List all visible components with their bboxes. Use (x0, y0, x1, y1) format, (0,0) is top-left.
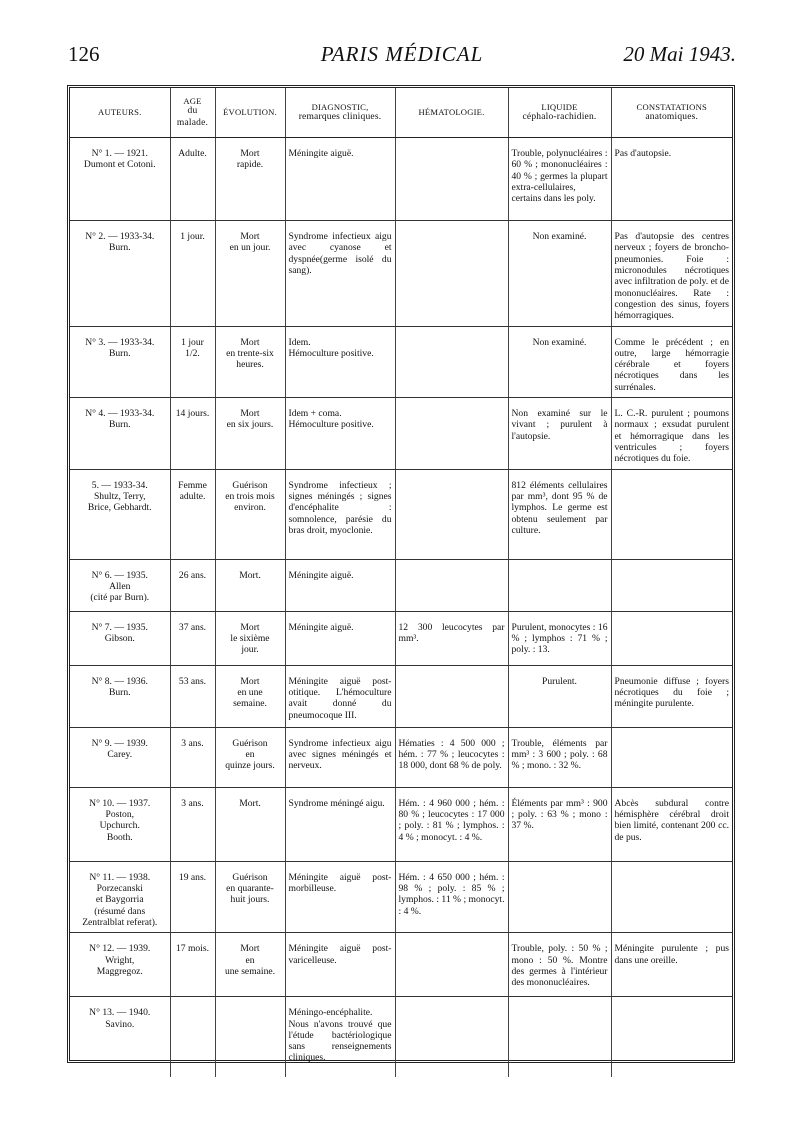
cell-constatations: Méningite purulente ; pus dans une oreille. (611, 933, 732, 997)
table-frame (67, 85, 735, 1063)
cell-liquide: Purulent. (508, 665, 611, 727)
cell-hematologie (395, 559, 508, 611)
cell-hematologie (395, 326, 508, 398)
table-row (70, 997, 732, 1077)
col-header-auteurs: AUTEURS. (70, 88, 170, 138)
cell-hematologie (395, 933, 508, 997)
cell-constatations (611, 559, 732, 611)
cell-auteurs: 5. — 1933-34. Shultz, Terry, Brice, Gebhardt. (70, 469, 170, 559)
cell-age: 17 mois. (170, 933, 215, 997)
cell-constatations (611, 997, 732, 1077)
cell-age (170, 997, 215, 1077)
journal-title: PARIS MÉDICAL (320, 42, 484, 66)
cell-evolution: Mort le sixième jour. (215, 611, 285, 665)
page-number: 126 (68, 42, 100, 66)
cell-evolution: Mort en trente-six heures. (215, 326, 285, 398)
cell-liquide: Non examiné. (508, 326, 611, 398)
cell-diagnostic: Méningo-encéphalite. Nous n'avons trouvé que l'étude bactériologique sans renseignements cliniques. (285, 997, 395, 1077)
cell-liquide: 812 éléments cellulaires par mm³, dont 95 % de lymphos. Le germe est obtenu seulement par culture. (508, 469, 611, 559)
cell-evolution: Mort en six jours. (215, 398, 285, 470)
cell-diagnostic: Idem + coma. Hémoculture positive. (285, 398, 395, 470)
table-row (70, 611, 732, 665)
cell-age: 14 jours. (170, 398, 215, 470)
cell-auteurs: N° 9. — 1939. Carey. (70, 727, 170, 787)
table-row (70, 326, 732, 398)
cell-constatations: Pneumonie diffuse ; foyers nécrotiques du foie ; méningite purulente. (611, 665, 732, 727)
cell-hematologie (395, 398, 508, 470)
cell-hematologie: 12 300 leucocytes par mm³. (395, 611, 508, 665)
table-row (70, 933, 732, 997)
cell-liquide: Non examiné sur le vivant ; purulent à l'autopsie. (508, 398, 611, 470)
cell-age: 1 jour 1/2. (170, 326, 215, 398)
table-row (70, 861, 732, 933)
table-row (70, 138, 732, 221)
cell-evolution (215, 997, 285, 1077)
col-header-diagnostic: DIAGNOSTIC, remarques cliniques. (285, 88, 395, 138)
cell-auteurs: N° 13. — 1940. Savino. (70, 997, 170, 1077)
table-row (70, 665, 732, 727)
cell-diagnostic: Méningite aiguë post-varicelleuse. (285, 933, 395, 997)
cell-age: 3 ans. (170, 727, 215, 787)
cell-liquide: Trouble, éléments par mm³ : 3 600 ; poly. : 68 % ; mono. : 32 %. (508, 727, 611, 787)
cell-liquide: Non examiné. (508, 221, 611, 327)
cell-evolution: Guérison en trois mois environ. (215, 469, 285, 559)
cell-auteurs: N° 1. — 1921. Dumont et Cotoni. (70, 138, 170, 221)
cell-liquide: Purulent, monocytes : 16 % ; lymphos : 71 % ; poly. : 13. (508, 611, 611, 665)
cell-diagnostic: Méningite aiguë post-morbilleuse. (285, 861, 395, 933)
cell-diagnostic: Méningite aiguë post-otitique. L'hémoculture avait donné du pneumocoque III. (285, 665, 395, 727)
cell-constatations: Pas d'autopsie des centres nerveux ; foyers de broncho-pneumonies. Foie : micronodules nécrotiques avec infiltration de poly. et de mononucléaires. Rate : congestion des sinus, foyers hémorragiques. (611, 221, 732, 327)
cell-evolution: Mort. (215, 787, 285, 861)
table-row (70, 787, 732, 861)
cell-diagnostic: Syndrome infectieux ; signes méningés ; signes d'encéphalite : somnolence, parésie du bras droit, myoclonie. (285, 469, 395, 559)
cell-constatations: Comme le précédent ; en outre, large hémorragie cérébrale et foyers nécrotiques dans les surrénales. (611, 326, 732, 398)
cell-age: 19 ans. (170, 861, 215, 933)
table-row (70, 559, 732, 611)
table-row (70, 221, 732, 327)
cell-liquide: Trouble, polynucléaires : 60 % ; mononucléaires : 40 % ; germes la plupart extra-cellulaires, certains dans les poly. (508, 138, 611, 221)
cell-constatations: Abcès subdural contre hémisphère cérébral droit bien limité, contenant 200 cc. de pus. (611, 787, 732, 861)
cell-liquide: Éléments par mm³ : 900 ; poly. : 63 % ; mono : 37 %. (508, 787, 611, 861)
cell-liquide (508, 997, 611, 1077)
cell-auteurs: N° 2. — 1933-34. Burn. (70, 221, 170, 327)
cell-hematologie: Hém. : 4 650 000 ; hém. : 98 % ; poly. : 85 % ; lymphos. : 11 % ; monocyt. : 4 %. (395, 861, 508, 933)
cell-auteurs: N° 4. — 1933-34. Burn. (70, 398, 170, 470)
cell-evolution: Guérison en quinze jours. (215, 727, 285, 787)
col-header-evolution: ÉVOLUTION. (215, 88, 285, 138)
cell-auteurs: N° 12. — 1939. Wright, Maggregoz. (70, 933, 170, 997)
cell-diagnostic: Syndrome infectieux aigu avec signes méningés et nerveux. (285, 727, 395, 787)
cell-hematologie (395, 997, 508, 1077)
cell-diagnostic: Méningite aiguë. (285, 138, 395, 221)
cell-hematologie: Hématies : 4 500 000 ; hém. : 77 % ; leucocytes : 18 000, dont 68 % de poly. (395, 727, 508, 787)
col-header-liquide: LIQUIDE céphalo-rachidien. (508, 88, 611, 138)
cell-constatations: L. C.-R. purulent ; poumons normaux ; exsudat purulent et hémorragique dans les ventricules ; foyers nécrotiques du foie. (611, 398, 732, 470)
cell-hematologie (395, 138, 508, 221)
cell-age: 3 ans. (170, 787, 215, 861)
cell-constatations: Pas d'autopsie. (611, 138, 732, 221)
case-table (70, 88, 732, 1077)
cell-diagnostic: Méningite aiguë. (285, 611, 395, 665)
cell-liquide (508, 861, 611, 933)
cell-evolution: Mort rapide. (215, 138, 285, 221)
col-header-constatations: CONSTATATIONS anatomiques. (611, 88, 732, 138)
cell-diagnostic: Syndrome infectieux aigu avec cyanose et dyspnée(germe isolé du sang). (285, 221, 395, 327)
page-header (68, 42, 736, 72)
cell-liquide (508, 559, 611, 611)
cell-diagnostic: Syndrome méningé aigu. (285, 787, 395, 861)
cell-age: 53 ans. (170, 665, 215, 727)
cell-diagnostic: Méningite aiguë. (285, 559, 395, 611)
cell-constatations (611, 861, 732, 933)
cell-hematologie (395, 665, 508, 727)
table-row (70, 398, 732, 470)
issue-date: 20 Mai 1943. (623, 42, 736, 66)
cell-hematologie (395, 221, 508, 327)
col-header-age: AGE du malade. (170, 88, 215, 138)
cell-evolution: Mort en une semaine. (215, 933, 285, 997)
cell-age: Adulte. (170, 138, 215, 221)
cell-hematologie (395, 469, 508, 559)
cell-age: Femme adulte. (170, 469, 215, 559)
cell-auteurs: N° 8. — 1936. Burn. (70, 665, 170, 727)
cell-evolution: Mort. (215, 559, 285, 611)
cell-auteurs: N° 11. — 1938. Porzecanski et Baygorria (résumé dans Zentralblat referat). (70, 861, 170, 933)
cell-auteurs: N° 7. — 1935. Gibson. (70, 611, 170, 665)
col-header-hematologie: HÉMATOLOGIE. (395, 88, 508, 138)
cell-constatations (611, 727, 732, 787)
cell-auteurs: N° 3. — 1933-34. Burn. (70, 326, 170, 398)
cell-age: 26 ans. (170, 559, 215, 611)
table-header-row (70, 88, 732, 138)
table-row (70, 727, 732, 787)
cell-age: 1 jour. (170, 221, 215, 327)
cell-auteurs: N° 10. — 1937. Poston, Upchurch. Booth. (70, 787, 170, 861)
cell-diagnostic: Idem. Hémoculture positive. (285, 326, 395, 398)
cell-age: 37 ans. (170, 611, 215, 665)
cell-constatations (611, 611, 732, 665)
cell-evolution: Guérison en quarante- huit jours. (215, 861, 285, 933)
cell-hematologie: Hém. : 4 960 000 ; hém. : 80 % ; leucocytes : 17 000 ; poly. : 81 % ; lymphos. : 4 % ; monocyt. : 4 %. (395, 787, 508, 861)
cell-evolution: Mort en un jour. (215, 221, 285, 327)
table-row (70, 469, 732, 559)
cell-auteurs: N° 6. — 1935. Allen (cité par Burn). (70, 559, 170, 611)
cell-evolution: Mort en une semaine. (215, 665, 285, 727)
cell-liquide: Trouble, poly. : 50 % ; mono : 50 %. Montre des germes à l'intérieur des mononucléaires. (508, 933, 611, 997)
cell-constatations (611, 469, 732, 559)
